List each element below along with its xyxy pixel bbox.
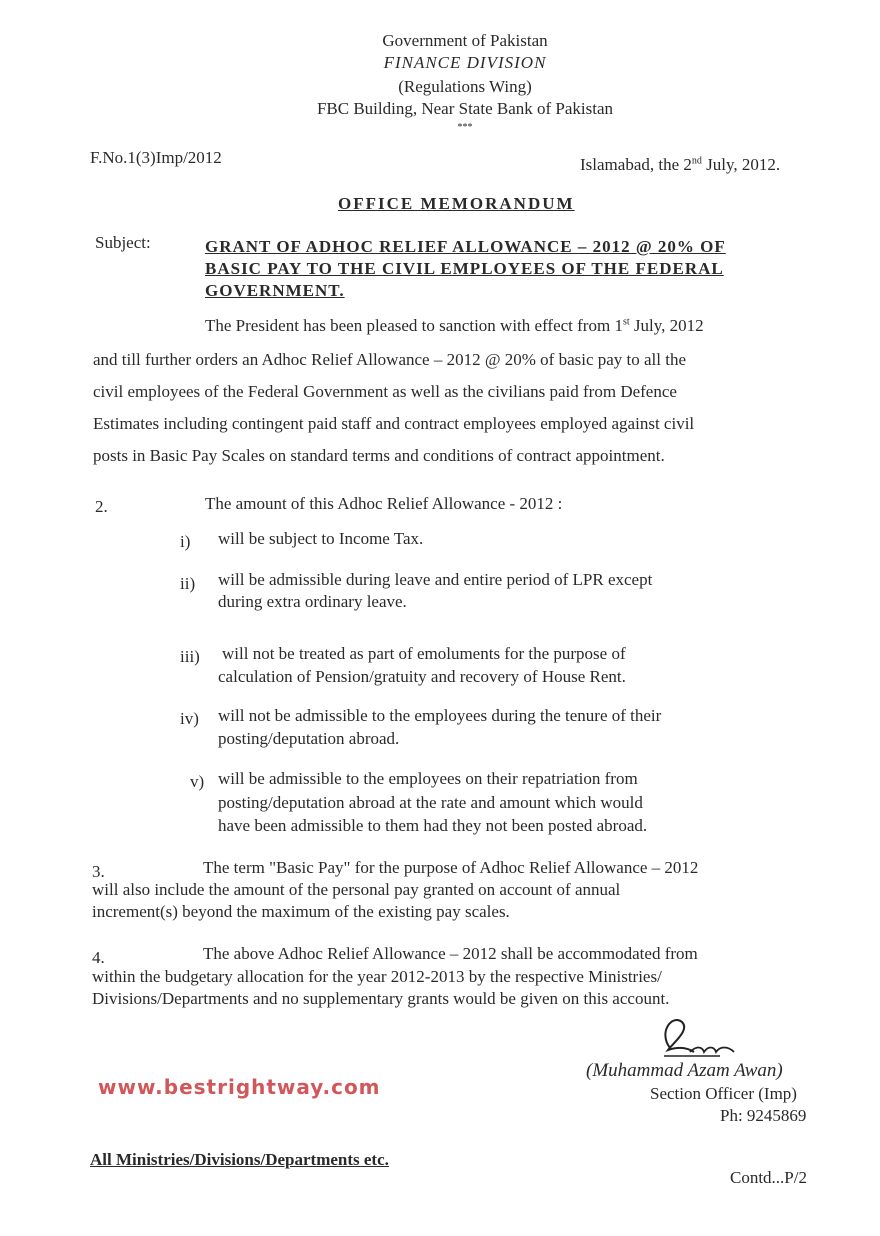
para1-superscript: st — [622, 316, 630, 328]
subject-line-1: GRANT OF ADHOC RELIEF ALLOWANCE – 2012 @ 20% OF — [205, 237, 726, 256]
item-v-line-2: posting/deputation abroad at the rate and amount which would — [218, 793, 643, 812]
para4-line-2: within the budgetary allocation for the year 2012-2013 by the respective Ministries/ — [92, 967, 662, 986]
item-ii-line-2: during extra ordinary leave. — [218, 592, 407, 611]
date-suffix: July, 2012. — [701, 155, 781, 174]
item-ii-line-1: will be admissible during leave and entire period of LPR except — [218, 570, 653, 589]
date-prefix: Islamabad, the 2 — [580, 155, 692, 174]
header-wing: (Regulations Wing) — [398, 77, 532, 96]
item-v-number: v) — [190, 772, 205, 791]
continued-note: Contd...P/2 — [730, 1168, 807, 1187]
para1-line-5: posts in Basic Pay Scales on standard terms and conditions of contract appointment. — [93, 446, 665, 465]
para3-line-1: The term "Basic Pay" for the purpose of Adhoc Relief Allowance – 2012 — [203, 858, 699, 877]
item-i-number: i) — [180, 532, 191, 551]
signatory-phone: Ph: 9245869 — [720, 1106, 807, 1125]
item-v-line-3: have been admissible to them had they not been posted abroad. — [218, 816, 648, 835]
item-iv-line-2: posting/deputation abroad. — [218, 729, 400, 748]
item-iv-line-1: will not be admissible to the employees during the tenure of their — [218, 706, 662, 725]
subject-line-3: GOVERNMENT. — [205, 281, 345, 300]
item-iii-line-1: will not be treated as part of emoluments for the purpose of — [222, 644, 626, 663]
header-stars: *** — [457, 122, 473, 133]
para2-number: 2. — [95, 497, 108, 516]
addressee: All Ministries/Divisions/Departments etc. — [90, 1150, 389, 1169]
memo-title: OFFICE MEMORANDUM — [338, 194, 575, 213]
date-superscript: nd — [691, 155, 702, 167]
memo-date — [580, 155, 780, 175]
item-iv-number: iv) — [180, 709, 199, 728]
para1-line-1b: July, 2012 — [629, 316, 704, 335]
item-v-line-1: will be admissible to the employees on their repatriation from — [218, 769, 638, 788]
signatory-name: (Muhammad Azam Awan) — [586, 1060, 783, 1081]
file-number: F.No.1(3)Imp/2012 — [90, 148, 222, 167]
subject-label: Subject: — [95, 233, 151, 252]
para1-line-4: Estimates including contingent paid staff and contract employees employed against civil — [93, 414, 695, 433]
para3-line-3: increment(s) beyond the maximum of the existing pay scales. — [92, 902, 510, 921]
para4-number: 4. — [92, 948, 105, 967]
header-division: FINANCE DIVISION — [383, 53, 547, 72]
item-iii-number: iii) — [180, 647, 200, 666]
para1-line-2: and till further orders an Adhoc Relief Allowance – 2012 @ 20% of basic pay to all the — [93, 350, 687, 369]
subject-line-2: BASIC PAY TO THE CIVIL EMPLOYEES OF THE FEDERAL — [205, 259, 724, 278]
para1-line-1 — [205, 316, 704, 336]
para1-line-1a: The President has been pleased to sanction with effect from 1 — [205, 316, 623, 335]
para4-line-3: Divisions/Departments and no supplementary grants would be given on this account. — [92, 989, 670, 1008]
signatory-designation: Section Officer (Imp) — [650, 1084, 797, 1103]
item-ii-number: ii) — [180, 574, 196, 593]
watermark-url: www.bestrightway.com — [98, 1075, 381, 1099]
signature-scribble — [650, 1012, 750, 1060]
item-iii-line-2: calculation of Pension/gratuity and recovery of House Rent. — [218, 667, 626, 686]
para3-line-2: will also include the amount of the personal pay granted on account of annual — [92, 880, 621, 899]
header-government: Government of Pakistan — [382, 31, 548, 50]
para4-line-1: The above Adhoc Relief Allowance – 2012 shall be accommodated from — [203, 944, 698, 963]
para3-number: 3. — [92, 862, 105, 881]
item-i-text: will be subject to Income Tax. — [218, 529, 424, 548]
para1-line-3: civil employees of the Federal Government as well as the civilians paid from Defence — [93, 382, 677, 401]
para2-intro: The amount of this Adhoc Relief Allowance - 2012 : — [205, 494, 563, 513]
header-address: FBC Building, Near State Bank of Pakistan — [316, 99, 614, 118]
